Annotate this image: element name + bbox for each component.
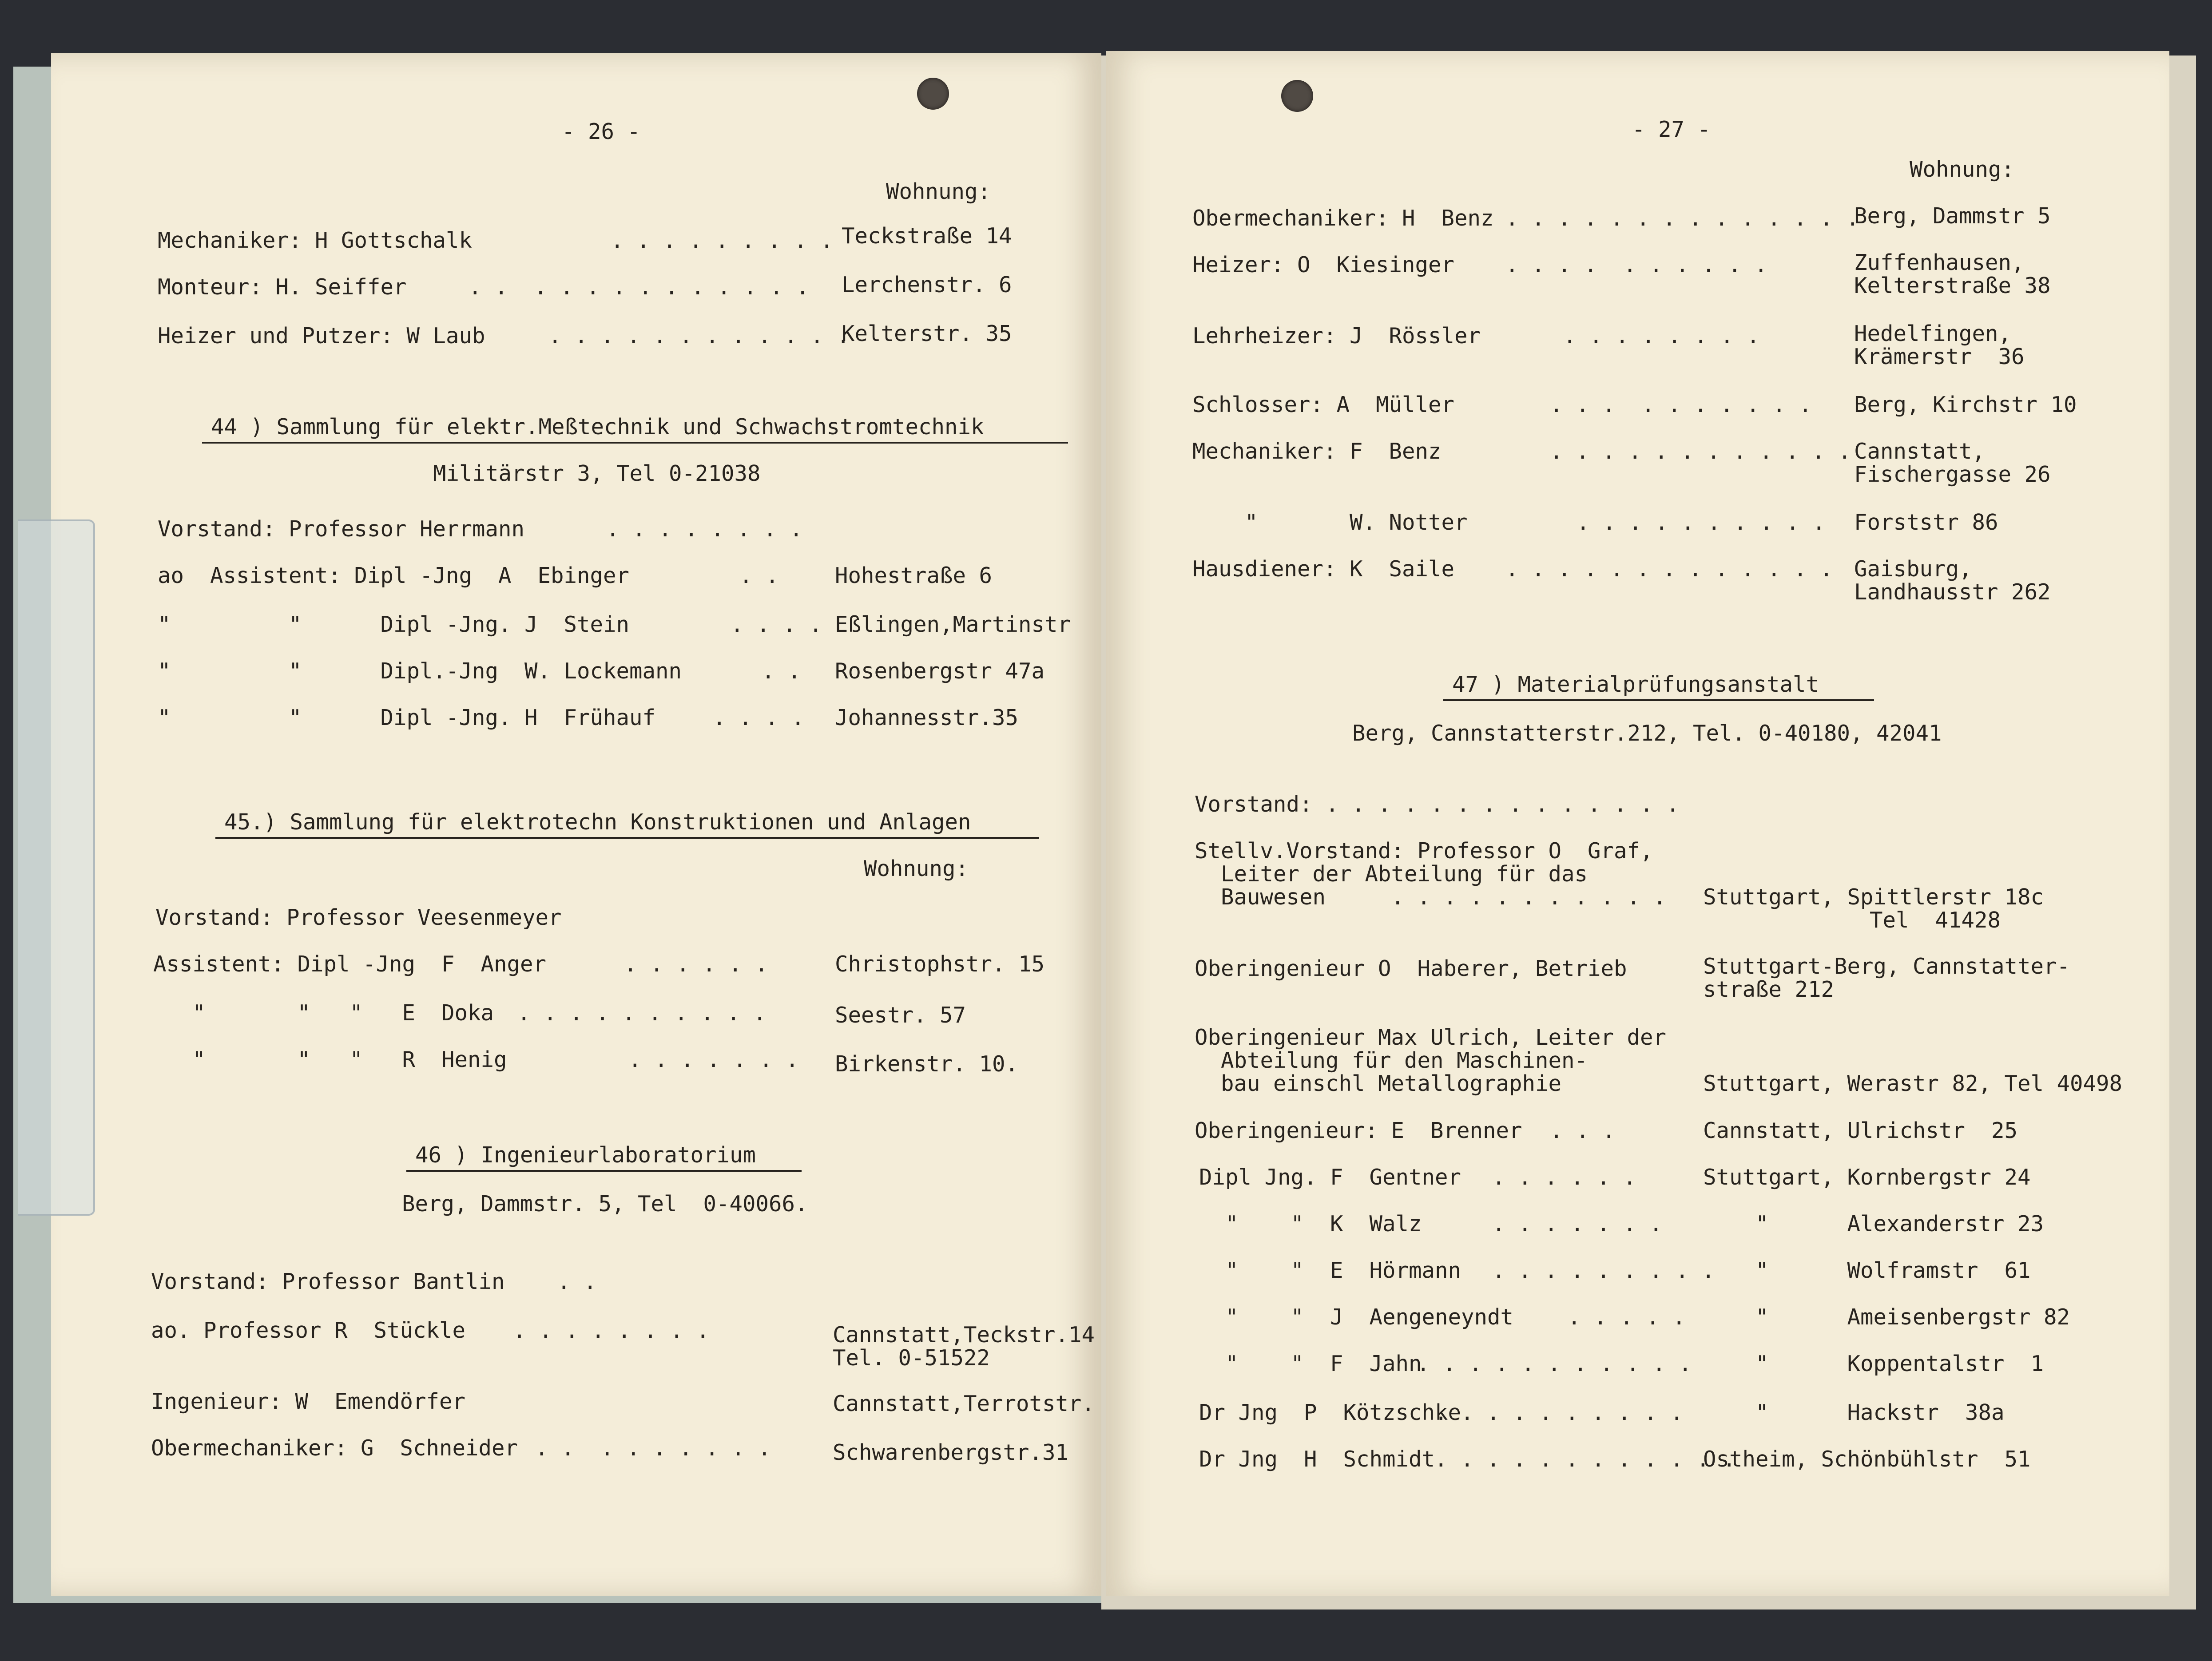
page-number: - 27 -	[1632, 117, 1711, 142]
entry-address: Gaisburg,	[1854, 556, 1972, 582]
entry-address: Stuttgart, Spittlerstr 18c	[1703, 884, 2044, 910]
entry-address: Teckstraße 14	[842, 223, 1012, 249]
entry-dots: . . . . . . . . . . . .	[548, 323, 850, 349]
section-heading: 47 ) Materialprüfungsanstalt	[1452, 672, 1819, 697]
entry-dots: . . . . . . . . . .	[517, 1000, 766, 1026]
heading-underline	[202, 442, 1068, 444]
entry-name: Mechaniker: F Benz	[1192, 439, 1442, 464]
entry-address-line2: straße 212	[1703, 977, 1835, 1002]
entry-dots: . . . . . . . .	[606, 516, 803, 542]
entry-address: Kelterstr. 35	[842, 321, 1012, 346]
entry-address: Seestr. 57	[835, 1003, 966, 1028]
wohnung-header: Wohnung:	[864, 856, 969, 881]
entry-dots: . . . . . . . .	[1563, 323, 1760, 349]
entry-name: Heizer und Putzer: W Laub	[158, 323, 485, 349]
entry-dots: . . . . . . . . . . . . . .	[1505, 206, 1859, 231]
entry-name: ao Assistent: Dipl -Jng A Ebinger	[158, 563, 630, 588]
entry-name: " " " R Henig	[153, 1047, 507, 1072]
entry-name: Heizer: O Kiesinger	[1192, 252, 1455, 277]
entry-dots: . . . . .	[1568, 1304, 1686, 1330]
entry-name: Obermechaniker: H Benz	[1192, 206, 1494, 231]
entry-address: Berg, Kirchstr 10	[1854, 392, 2077, 417]
entry-name: " " Dipl.-Jng W. Lockemann	[158, 658, 682, 684]
entry-address: Johannesstr.35	[835, 705, 1019, 730]
section-heading: 45.) Sammlung für elektrotechn Konstruktionen und Anlagen	[224, 809, 971, 835]
vorstand-line: Vorstand: Professor Herrmann	[158, 516, 525, 542]
entry-address: Stuttgart, Kornbergstr 24	[1703, 1165, 2031, 1190]
entry-address: Eßlingen,Martinstr	[835, 612, 1071, 637]
entry-dots: . . . . . . . . . .	[1434, 1400, 1684, 1425]
entry-dots: . . . . . . . . . . . . .	[1505, 556, 1833, 582]
entry-address: Christophstr. 15	[835, 951, 1045, 977]
plastic-clip	[18, 519, 95, 1216]
entry-address: " Wolframstr 61	[1703, 1258, 2031, 1283]
entry-name: " " K Walz	[1199, 1211, 1422, 1237]
entry-dots: . . . . . . . . . . . .	[1434, 1447, 1736, 1472]
entry-name: " " Dipl -Jng. J Stein	[158, 612, 630, 637]
entry-dots: . . . . . . . . . . . .	[1550, 439, 1851, 464]
entry-name: Monteur: H. Seiffer	[158, 274, 407, 300]
entry-dots: . . . . . . .	[1492, 1211, 1663, 1237]
entry-address-line2: Tel. 0-51522	[833, 1345, 990, 1371]
entry-dots: . . . . . . .	[628, 1047, 799, 1072]
vorstand-line: Vorstand: Professor Bantlin	[151, 1269, 505, 1294]
section-address: Berg, Cannstatterstr.212, Tel. 0-40180, 42041	[1352, 721, 1942, 746]
vorstand-line: Vorstand: Professor Veesenmeyer	[155, 905, 562, 930]
entry-address: Zuffenhausen,	[1854, 250, 2025, 275]
section-heading: 46 ) Ingenieurlaboratorium	[415, 1142, 756, 1168]
entry-name: Schlosser: A Müller	[1192, 392, 1455, 417]
entry-address: Hohestraße 6	[835, 563, 993, 588]
entry-address: Cannstatt,	[1854, 439, 1986, 464]
entry-name: Obermechaniker: G Schneider	[151, 1435, 518, 1461]
stellv-vorstand: Stellv.Vorstand: Professor O Graf,	[1195, 838, 1653, 864]
wohnung-header: Wohnung:	[1910, 157, 2015, 182]
entry-name: Oberingenieur O Haberer, Betrieb	[1195, 956, 1627, 981]
entry-dots: . . . . . . . . .	[535, 1435, 771, 1461]
entry-name: Oberingenieur: E Brenner	[1195, 1118, 1522, 1143]
entry-name: " " F Jahn	[1199, 1351, 1422, 1376]
wohnung-header: Wohnung:	[886, 179, 991, 204]
entry-address-line2: Tel 41428	[1870, 908, 2001, 933]
entry-address: Cannstatt, Ulrichstr 25	[1703, 1118, 2018, 1143]
entry-dots: . . . . . . . . . . . . .	[469, 274, 810, 300]
entry-address: Lerchenstr. 6	[842, 272, 1012, 297]
entry-address: Rosenbergstr 47a	[835, 658, 1045, 684]
heading-underline	[406, 1170, 802, 1172]
entry-name: " " " E Doka	[153, 1000, 494, 1026]
entry-dots: . . . .	[713, 705, 805, 730]
punch-hole	[1281, 80, 1313, 112]
entry-name: ao. Professor R Stückle	[151, 1318, 466, 1343]
entry-dots: . . . .	[731, 612, 822, 637]
entry-name: " " J Aengeneyndt	[1199, 1304, 1514, 1330]
entry-name: Mechaniker: H Gottschalk	[158, 228, 473, 253]
stellv-vorstand-line3: Bauwesen . . . . . . . . . . .	[1195, 884, 1667, 910]
section-address: Militärstr 3, Tel 0-21038	[433, 461, 761, 486]
entry-dots: . . .	[1550, 1118, 1616, 1143]
entry-name: Dr Jng P Kötzschke	[1199, 1400, 1461, 1425]
heading-underline	[1443, 699, 1874, 701]
entry-address-line2: Kelterstraße 38	[1854, 273, 2051, 298]
entry-address: " Hackstr 38a	[1703, 1400, 2005, 1425]
entry-name: Assistent: Dipl -Jng F Anger	[153, 951, 547, 977]
entry-name: Dr Jng H Schmidt	[1199, 1447, 1435, 1472]
entry-address: Forststr 86	[1854, 510, 1998, 535]
entry-address: Hedelfingen,	[1854, 321, 2012, 346]
left-page	[51, 53, 1101, 1596]
entry-name: Lehrheizer: J Rössler	[1192, 323, 1481, 349]
entry-address: Stuttgart, Werastr 82, Tel 40498	[1703, 1071, 2123, 1096]
entry-dots: . .	[739, 563, 779, 588]
stellv-vorstand-line2: Leiter der Abteilung für das	[1195, 861, 1588, 887]
entry-dots: . . . . . .	[1492, 1165, 1636, 1190]
entry-dots: . . . . . . . . . .	[1505, 252, 1768, 277]
entry-address-line2: Krämerstr 36	[1854, 344, 2025, 369]
entry-dots: . . . . . . . . . . .	[1417, 1351, 1692, 1376]
heading-underline	[215, 837, 1039, 839]
section-address: Berg, Dammstr. 5, Tel 0-40066.	[402, 1191, 808, 1217]
entry-name: " " Dipl -Jng. H Frühauf	[158, 705, 656, 730]
entry-dots: . .	[557, 1269, 597, 1294]
entry-address: Ostheim, Schönbühlstr 51	[1703, 1447, 2031, 1472]
entry-address: Schwarenbergstr.31	[833, 1440, 1069, 1465]
entry-name: " W. Notter	[1192, 510, 1468, 535]
entry-dots: . . . . . . . . . .	[1577, 510, 1826, 535]
entry-address: Stuttgart-Berg, Cannstatter-	[1703, 954, 2070, 979]
entry-dots: . . . . . . . . .	[611, 228, 834, 253]
entry-address-line2: Fischergasse 26	[1854, 462, 2051, 487]
entry-address: " Ameisenbergstr 82	[1703, 1304, 2070, 1330]
section-heading: 44 ) Sammlung für elektr.Meßtechnik und Schwachstromtechnik	[211, 414, 984, 440]
entry-name: Dipl Jng. F Gentner	[1199, 1165, 1461, 1190]
entry-dots: . .	[762, 658, 801, 684]
right-page	[1106, 51, 2169, 1596]
entry-address: " Alexanderstr 23	[1703, 1211, 2044, 1237]
entry-address: Birkenstr. 10.	[835, 1051, 1019, 1077]
page-number: - 26 -	[562, 119, 641, 144]
entry-address: Berg, Dammstr 5	[1854, 203, 2051, 229]
entry-dots: . . . . . . . .	[513, 1318, 710, 1343]
entry-name: " " E Hörmann	[1199, 1258, 1461, 1283]
vorstand-line: Vorstand: . . . . . . . . . . . . . .	[1195, 792, 1680, 817]
punch-hole	[917, 78, 949, 110]
ulrich-entry-line3: bau einschl Metallographie	[1195, 1071, 1562, 1096]
entry-address: Cannstatt,Terrotstr.	[833, 1391, 1095, 1416]
entry-address: " Koppentalstr 1	[1703, 1351, 2044, 1376]
entry-name: Ingenieur: W Emendörfer	[151, 1389, 466, 1414]
entry-address-line2: Landhausstr 262	[1854, 579, 2051, 605]
entry-address: Cannstatt,Teckstr.14	[833, 1322, 1095, 1348]
entry-name: Hausdiener: K Saile	[1192, 556, 1455, 582]
entry-dots: . . . . . . . . . .	[1550, 392, 1812, 417]
entry-dots: . . . . . .	[624, 951, 768, 977]
ulrich-entry: Oberingenieur Max Ulrich, Leiter der	[1195, 1025, 1667, 1050]
ulrich-entry-line2: Abteilung für den Maschinen-	[1195, 1048, 1588, 1073]
entry-dots: . . . . . . . . .	[1492, 1258, 1715, 1283]
